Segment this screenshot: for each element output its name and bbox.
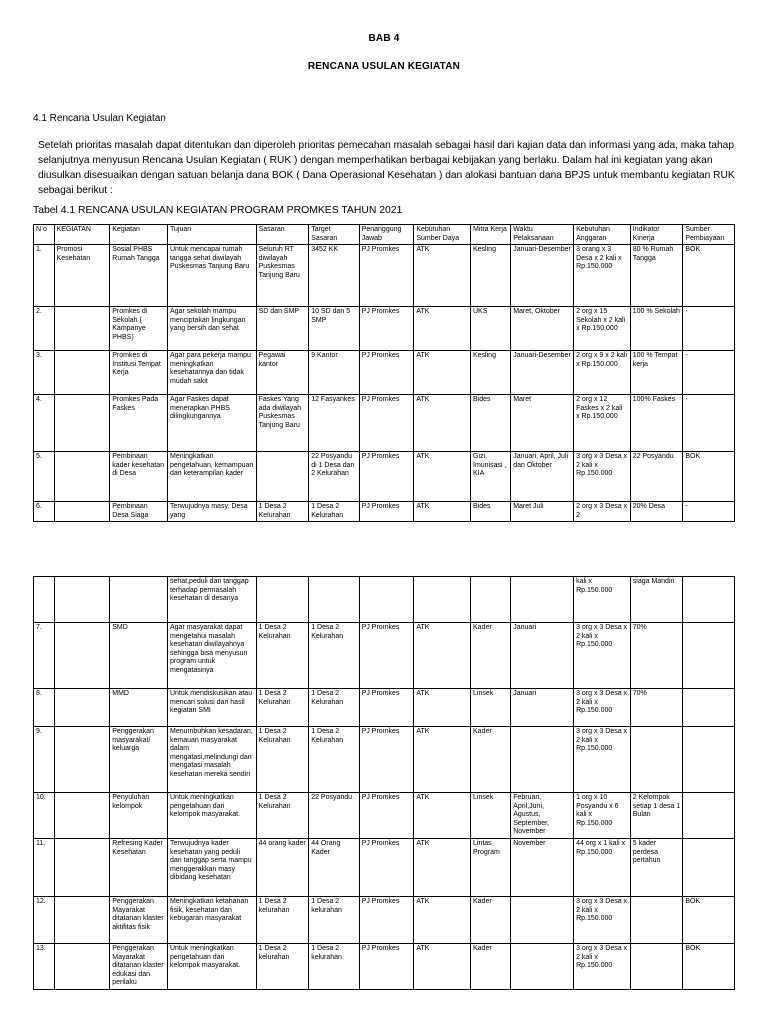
table-cell: 1 Desa 2 kelurahan xyxy=(309,896,360,943)
column-header: Sasaran xyxy=(256,225,309,245)
table-cell: 1 Desa 2 Kelurahan xyxy=(309,727,360,793)
table-cell: Februari, April,Juni, Agustus, September, November xyxy=(511,793,574,839)
table-row xyxy=(34,896,735,943)
table-cell: BOK xyxy=(683,245,735,307)
table-cell xyxy=(683,623,735,689)
table-cell: 9. xyxy=(34,727,55,793)
column-header: Penanggung Jawab xyxy=(359,225,414,245)
table-cell: Kesling xyxy=(471,245,511,307)
table-cell: 3 org x 3 Desa x 2 kali x Rp.150.000 xyxy=(574,623,631,689)
table-cell: 1 Desa 2 Kelurahan xyxy=(309,502,360,522)
table-cell: 3 org x 3 Desa x 2 kali x Rp.150.000 xyxy=(574,452,631,502)
table-cell: Promkes di Institusi Tempat Kerja xyxy=(110,351,168,395)
table-cell: Meningkatkan ketahanan fisik, kesehatan dan kebugaran masyarakat xyxy=(167,896,256,943)
table-cell: 1 Desa 2 kelurahan xyxy=(256,896,309,943)
table-cell: 2 org x 12 Faskes x 2 kali x Rp.150.000 xyxy=(574,395,631,452)
table-cell: 1 Desa 2 Kelurahan xyxy=(256,793,309,839)
table-cell: Agar masyarakat dapat mengetahui masalah kesehatan diwilayahnya sehingga bisa menyusun program untuk mengatasinya xyxy=(167,623,256,689)
table-cell xyxy=(630,943,683,989)
table-cell: ATK xyxy=(414,623,471,689)
table-cell: Refresing Kader Kesehatan xyxy=(110,838,168,896)
table-cell: Pembinaan kader kesehatan di Desa xyxy=(110,452,168,502)
column-header: Indikator Kinerja xyxy=(630,225,683,245)
table-cell: 2 org x 9 x 2 kali x Rp.150.000 xyxy=(574,351,631,395)
table-cell: Promkes Pada Faskes xyxy=(110,395,168,452)
table-cell: 3 org x 3 Desa x 2 kali x Rp.150.000 xyxy=(574,943,631,989)
table-cell: SMD xyxy=(110,623,168,689)
table-cell: 8. xyxy=(34,689,55,727)
table-cell: Untuk mendiskusikan atau mencari solusi dari hasil kegiatan SMI xyxy=(167,689,256,727)
table-cell: 3 orang x 3 Desa x 2 kali x Rp.150.000 xyxy=(574,245,631,307)
table-cell: Linsek xyxy=(471,689,511,727)
table-cell: 1 Desa 2 Kelurahan xyxy=(256,689,309,727)
table-cell xyxy=(630,896,683,943)
table-caption: Tabel 4.1 RENCANA USULAN KEGIATAN PROGRAM PROMKES TAHUN 2021 xyxy=(33,205,403,216)
table-row xyxy=(34,502,735,522)
table-cell: November xyxy=(511,838,574,896)
table-cell: SD dan SMP xyxy=(256,307,309,351)
table-cell: ATK xyxy=(414,943,471,989)
table-cell: 70% xyxy=(630,689,683,727)
table-row xyxy=(34,307,735,351)
table-cell: Linsek xyxy=(471,793,511,839)
column-header: Kebutuhan Sumber Daya xyxy=(414,225,471,245)
column-header: N o xyxy=(34,225,55,245)
table-cell: Seluruh RT diwilayah Puskesmas Tanjung Baru xyxy=(256,245,309,307)
table-cell: 6. xyxy=(34,502,55,522)
table-cell: Sosial PHBS Rumah Tangga xyxy=(110,245,168,307)
table-cell xyxy=(54,793,110,839)
table-cell: Pegawai kantor xyxy=(256,351,309,395)
table-cell xyxy=(54,452,110,502)
table-cell xyxy=(110,577,168,623)
table-cell: Maret xyxy=(511,395,574,452)
table-cell: 2. xyxy=(34,307,55,351)
table-cell: Untuk meningkatkan pengetahuan dari kelompok masyarakat. xyxy=(167,943,256,989)
column-header: Sumber Pembiayaan xyxy=(683,225,735,245)
table-cell: 1 Desa 2 kelurahan xyxy=(256,943,309,989)
table-cell: PJ Promkes xyxy=(359,351,414,395)
table-cell: Gizi, Imunisasi , KIA xyxy=(471,452,511,502)
table-cell: Januari xyxy=(511,689,574,727)
column-header: Waktu Pelaksanaan xyxy=(511,225,574,245)
table-cell: ATK xyxy=(414,502,471,522)
table-cell: 13. xyxy=(34,943,55,989)
table-cell: ATK xyxy=(414,307,471,351)
table-cell xyxy=(511,896,574,943)
table-cell: - xyxy=(683,502,735,522)
table-cell: PJ Promkes xyxy=(359,395,414,452)
table-row xyxy=(34,351,735,395)
table-row xyxy=(34,395,735,452)
table-cell: Terwujudnya kader kesehatan yang peduli dan tanggap serta mampu menggerakkan masy dibidang kesehatan xyxy=(167,838,256,896)
table-cell: 1 Desa 2 Kelurahan xyxy=(256,623,309,689)
table-cell: 1 Desa 2 Kelurahan xyxy=(309,623,360,689)
table-cell xyxy=(683,689,735,727)
table-cell xyxy=(54,623,110,689)
table-cell: Kader xyxy=(471,943,511,989)
table-cell xyxy=(683,577,735,623)
table-row xyxy=(34,689,735,727)
table-cell: ATK xyxy=(414,793,471,839)
table-cell: ATK xyxy=(414,245,471,307)
table-cell: kali x Rp.150.000 xyxy=(574,577,631,623)
column-header: Tujuan xyxy=(167,225,256,245)
table-cell: Januari-Desember xyxy=(511,245,574,307)
table-cell xyxy=(54,577,110,623)
table-cell: Pembinaan Desa Siaga xyxy=(110,502,168,522)
column-header: Target Sasaran xyxy=(309,225,360,245)
column-header: Mitra Kerja xyxy=(471,225,511,245)
table-cell xyxy=(256,577,309,623)
table-cell: ATK xyxy=(414,896,471,943)
table-row xyxy=(34,943,735,989)
table-cell: 1 Desa 2 Kelurahan xyxy=(256,502,309,522)
table-cell: Promosi Kesehatan xyxy=(54,245,110,307)
table-row xyxy=(34,623,735,689)
column-header: Kebutuhan Anggaran xyxy=(574,225,631,245)
table-cell: ATK xyxy=(414,452,471,502)
ruk-table-part-1 xyxy=(33,224,735,522)
table-cell: - xyxy=(683,351,735,395)
table-cell: BOK xyxy=(683,943,735,989)
table-cell: 2 org x 15 Sekolah x 2 kali x Rp.150.000 xyxy=(574,307,631,351)
table-cell: 1 Desa 2 Kelurahan xyxy=(309,689,360,727)
table-cell xyxy=(511,727,574,793)
table-cell: PJ Promkes xyxy=(359,838,414,896)
table-cell xyxy=(683,838,735,896)
table-cell: Promkes di Sekolah ( Kampanye PHBS) xyxy=(110,307,168,351)
table-cell: PJ Promkes xyxy=(359,623,414,689)
document-title: RENCANA USULAN KEGIATAN xyxy=(307,61,461,72)
table-cell xyxy=(54,502,110,522)
table-cell: 100% Faskes xyxy=(630,395,683,452)
table-cell: ATK xyxy=(414,727,471,793)
table-cell: ATK xyxy=(414,351,471,395)
intro-paragraph: Setelah prioritas masalah dapat ditentukan dan diperoleh prioritas pemecahan masalah sebagai hasil dari kajian data dan informasi yang ada, maka tahap selanjutnya menyusun Rencana Usulan Kegiatan ( RUK ) dengan memperhatikan berbagai kebijakan yang berlaku. Dalam hal ini kegiatan yang akan diusulkan disesuaikan dengan satuan belanja dana BOK ( Dana Operasional Kesehatan ) dan alokasi bantuan dana BPJS untuk membantu kegiatan RUK sebagai berikut : xyxy=(38,140,735,196)
table-cell: 3. xyxy=(34,351,55,395)
table-cell: Kader xyxy=(471,896,511,943)
table-cell xyxy=(630,727,683,793)
table-cell xyxy=(54,943,110,989)
table-cell: Penggerakan Mayarakat ditatanan klaster aktifitas fisik xyxy=(110,896,168,943)
table-cell: PJ Promkes xyxy=(359,793,414,839)
table-cell: 3452 KK xyxy=(309,245,360,307)
table-cell: Penyuluhan kelompok xyxy=(110,793,168,839)
table-cell: Januari-Desember xyxy=(511,351,574,395)
table-cell: Januari xyxy=(511,623,574,689)
table-cell xyxy=(54,395,110,452)
table-cell: 3 org x 3 Desa x 2 kali x Rp.150.000 xyxy=(574,896,631,943)
table-cell: siaga Mandiri xyxy=(630,577,683,623)
table-cell: MMD xyxy=(110,689,168,727)
column-header: Kegiatan xyxy=(110,225,168,245)
table-cell: Maret, Oktober xyxy=(511,307,574,351)
table-cell: Terwujudnya masy. Desa yang xyxy=(167,502,256,522)
table-cell: 5 kader perdesa pertahun xyxy=(630,838,683,896)
table-cell: PJ Promkes xyxy=(359,502,414,522)
table-cell: Lintas Program xyxy=(471,838,511,896)
table-cell: 22 Posyandu xyxy=(309,793,360,839)
table-cell: 20% Desa xyxy=(630,502,683,522)
table-row xyxy=(34,245,735,307)
table-cell xyxy=(309,577,360,623)
ruk-table-part-2 xyxy=(33,576,735,990)
table-cell: PJ Promkes xyxy=(359,689,414,727)
table-cell xyxy=(54,307,110,351)
table-cell xyxy=(683,793,735,839)
table-cell: Agar sekolah mampu menciptakan lingkungan yang bersih dan sehat xyxy=(167,307,256,351)
table-cell: 44 Orang Kader xyxy=(309,838,360,896)
table-cell xyxy=(54,896,110,943)
table-cell: 5. xyxy=(34,452,55,502)
table-cell: PJ Promkes xyxy=(359,452,414,502)
table-cell xyxy=(359,577,414,623)
table-cell xyxy=(414,577,471,623)
section-heading: 4.1 Rencana Usulan Kegiatan xyxy=(33,113,166,124)
table-cell: Kader xyxy=(471,623,511,689)
table-cell: BOK xyxy=(683,896,735,943)
table-cell: Bides xyxy=(471,502,511,522)
table-cell: PJ Promkes xyxy=(359,245,414,307)
table-cell: Meningkatkan pengetahuan, kemampuan dan keterampilan kader xyxy=(167,452,256,502)
table-cell: BOK xyxy=(683,452,735,502)
table-cell: 100 % Sekolah xyxy=(630,307,683,351)
table-cell: 44 orang kader xyxy=(256,838,309,896)
table-cell xyxy=(54,351,110,395)
table-cell: Bides xyxy=(471,395,511,452)
table-cell xyxy=(256,452,309,502)
table-cell: Maret Juli xyxy=(511,502,574,522)
table-cell: 44 org x 1 kali x Rp.150.000 xyxy=(574,838,631,896)
table-cell: Januari, April, Juli dan Oktober xyxy=(511,452,574,502)
table-cell: 4. xyxy=(34,395,55,452)
table-cell: Kader xyxy=(471,727,511,793)
table-cell: 1 org x 10 Posyandu x 6 kali x Rp.150.000 xyxy=(574,793,631,839)
table-cell: ATK xyxy=(414,838,471,896)
table-cell: Penggerakan masyarakat/ keluarga xyxy=(110,727,168,793)
table-cell: Untuk meningkatkan pengetahuan dari kelompok masyarakat. xyxy=(167,793,256,839)
table-cell xyxy=(54,727,110,793)
table-row xyxy=(34,727,735,793)
table-header-row xyxy=(34,225,735,245)
column-header: KEGIATAN xyxy=(54,225,110,245)
table-cell: PJ Promkes xyxy=(359,943,414,989)
table-cell xyxy=(683,727,735,793)
table-cell: 2 Kelompok setiap 1 desa 1 Bulan xyxy=(630,793,683,839)
table-cell: 12 Fasyankes xyxy=(309,395,360,452)
table-row xyxy=(34,452,735,502)
table-cell: 22 Posyandu di 1 Desa dan 2 Kelurahan xyxy=(309,452,360,502)
table-cell: sehat,peduli dan tanggap terhadap permasalah kesehatan di desanya xyxy=(167,577,256,623)
table-cell: 10 SD dan 5 SMP xyxy=(309,307,360,351)
table-row xyxy=(34,838,735,896)
table-cell: 3 org x 3 Desa x 2 kali x Rp.150.000 xyxy=(574,689,631,727)
table-cell: Menumbuhkan kesadaran, kemauan masyarakat dalam mengatasi,melindungi dan mengatasi masalah kesehatan mereka sendiri xyxy=(167,727,256,793)
table-cell xyxy=(511,943,574,989)
table-cell xyxy=(511,577,574,623)
table-cell: UKS xyxy=(471,307,511,351)
table-cell xyxy=(34,577,55,623)
table-cell: 11. xyxy=(34,838,55,896)
table-cell: 9 Kantor xyxy=(309,351,360,395)
table-cell: ATK xyxy=(414,689,471,727)
table-cell: 1 Desa 2 Kelurahan xyxy=(256,727,309,793)
table-cell: PJ Promkes xyxy=(359,896,414,943)
table-cell: 100 % Tempat kerja xyxy=(630,351,683,395)
table-cell: Untuk mencapai rumah tangga sehat diwilayah Puskesmas Tanjung Baru xyxy=(167,245,256,307)
table-cell: 7. xyxy=(34,623,55,689)
table-cell: PJ Promkes xyxy=(359,727,414,793)
table-cell: 80 % Rumah Tangga xyxy=(630,245,683,307)
table-cell: - xyxy=(683,395,735,452)
table-cell: 10. xyxy=(34,793,55,839)
table-cell xyxy=(54,838,110,896)
chapter-title: BAB 4 xyxy=(368,33,400,44)
table-cell: 1 Desa 2 kelurahan xyxy=(309,943,360,989)
table-cell: 70% xyxy=(630,623,683,689)
table-cell: 2 org x 3 Desa x 2 xyxy=(574,502,631,522)
table-cell xyxy=(471,577,511,623)
table-cell: Penggerakan Mayarakat ditatanan klaster edukasi dan perilaku xyxy=(110,943,168,989)
table-cell: Agar para pekerja mampu meningkatkan kesehatannya dan tidak mudah sakit xyxy=(167,351,256,395)
table-cell: 22 Posyandu xyxy=(630,452,683,502)
table-cell: Faskes Yang ada diwilayah Puskesmas Tanjung Baru xyxy=(256,395,309,452)
table-row xyxy=(34,793,735,839)
table-cell: ATK xyxy=(414,395,471,452)
table-cell xyxy=(54,689,110,727)
table-cell: - xyxy=(683,307,735,351)
table-cell: Agar Faskes dapat menerapkan PHBS dilingkungannya xyxy=(167,395,256,452)
table-cell: 12. xyxy=(34,896,55,943)
table-cell: Kesling xyxy=(471,351,511,395)
table-cell: 1. xyxy=(34,245,55,307)
table-cell: 3 org x 3 Desa x 2 kali x Rp.150.000 xyxy=(574,727,631,793)
table-row xyxy=(34,577,735,623)
table-cell: PJ Promkes xyxy=(359,307,414,351)
